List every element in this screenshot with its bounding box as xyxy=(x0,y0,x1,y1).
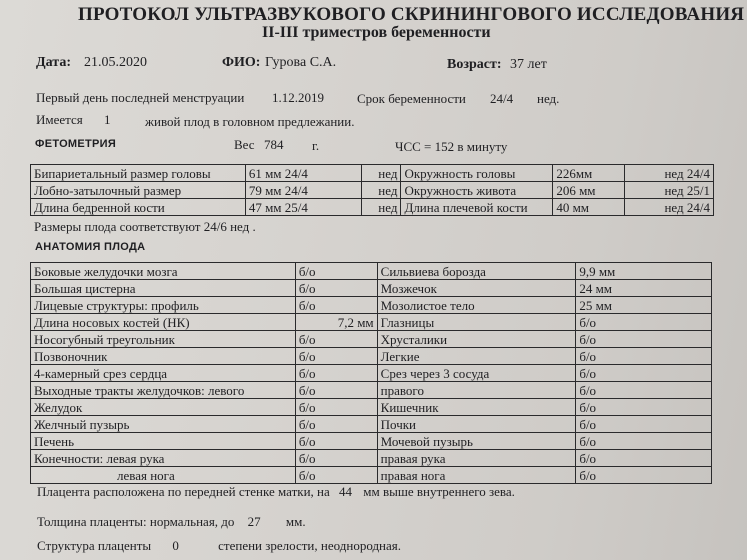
anatomy-right-value: б/о xyxy=(576,467,712,484)
anatomy-left-label: Желудок xyxy=(31,399,296,416)
fetometry-right-value: 40 мм xyxy=(553,199,625,216)
placenta-structure-value: 0 xyxy=(172,538,179,553)
document-subtitle: II-III триместров беременности xyxy=(262,24,491,41)
fio-value: Гурова С.А. xyxy=(265,55,337,70)
anatomy-left-value: б/о xyxy=(295,382,377,399)
anatomy-row xyxy=(31,297,712,314)
fetometry-right-value: 206 мм xyxy=(553,182,625,199)
anatomy-left-value: б/о xyxy=(295,280,377,297)
fetometry-left-label: Длина бедренной кости xyxy=(31,199,246,216)
anatomy-left-label: 4-камерный срез сердца xyxy=(31,365,296,382)
fetometry-left-value: 79 мм 24/4 xyxy=(245,182,361,199)
anatomy-row xyxy=(31,416,712,433)
anatomy-left-value: 7,2 мм xyxy=(295,314,377,331)
anatomy-right-label: правая нога xyxy=(377,467,576,484)
placenta-thickness-text: Толщина плаценты: нормальная, до xyxy=(37,514,235,529)
anatomy-left-value: б/о xyxy=(295,348,377,365)
anatomy-right-label: Мозолистое тело xyxy=(377,297,576,314)
fetometry-right-term: нед 25/1 xyxy=(625,182,714,199)
term-value: 24/4 xyxy=(490,91,514,106)
anatomy-right-label: Кишечник xyxy=(377,399,576,416)
fetometry-left-unit: нед xyxy=(361,182,401,199)
anatomy-left-label: Длина носовых костей (НК) xyxy=(31,314,296,331)
anatomy-left-value: б/о xyxy=(295,433,377,450)
placenta-location xyxy=(37,484,515,500)
anatomy-right-value: б/о xyxy=(576,450,712,467)
placenta-thickness-unit: мм. xyxy=(285,514,306,529)
anatomy-left-label: Конечности: левая рука xyxy=(31,450,296,467)
anatomy-right-label: Глазницы xyxy=(377,314,576,331)
anatomy-left-label: Печень xyxy=(31,433,296,450)
anatomy-left-label: левая нога xyxy=(31,467,296,484)
lmp-value: 1.12.2019 xyxy=(272,90,324,105)
anatomy-left-value: б/о xyxy=(295,450,377,467)
date-value: 21.05.2020 xyxy=(84,55,147,70)
fetus-count-label: Имеется xyxy=(36,112,83,127)
anatomy-right-label: Легкие xyxy=(377,348,576,365)
fetometry-row xyxy=(31,182,714,199)
fetometry-right-label: Окружность живота xyxy=(401,182,553,199)
lmp-label: Первый день последней менструации xyxy=(36,90,245,105)
anatomy-right-label: Мочевой пузырь xyxy=(377,433,576,450)
age-label: Возраст: xyxy=(447,57,502,72)
anatomy-right-label: Сильвиева борозда xyxy=(377,263,576,280)
anatomy-right-label: Мозжечок xyxy=(377,280,576,297)
heart-rate: ЧСС = 152 в минуту xyxy=(395,139,508,154)
anatomy-right-label: Срез через 3 сосуда xyxy=(377,365,576,382)
placenta-thickness-value: 27 xyxy=(247,514,261,529)
term-unit: нед. xyxy=(537,91,560,106)
fetometry-left-label: Бипариетальный размер головы xyxy=(31,165,246,182)
anatomy-right-label: Хрусталики xyxy=(377,331,576,348)
age-value: 37 лет xyxy=(510,57,547,72)
anatomy-left-label: Позвоночник xyxy=(31,348,296,365)
placenta-thickness xyxy=(37,514,306,530)
anatomy-left-label: Большая цистерна xyxy=(31,280,296,297)
anatomy-left-value: б/о xyxy=(295,467,377,484)
weight-unit: г. xyxy=(312,138,320,153)
anatomy-left-value: б/о xyxy=(295,365,377,382)
term-label: Срок беременности xyxy=(357,91,466,106)
anatomy-section-title: АНАТОМИЯ ПЛОДА xyxy=(35,241,146,253)
anatomy-right-value: б/о xyxy=(576,348,712,365)
placenta-location-text: Плацента расположена по передней стенке матки, на xyxy=(37,484,330,499)
anatomy-row xyxy=(31,382,712,399)
fetometry-left-unit: нед xyxy=(361,165,401,182)
anatomy-left-value: б/о xyxy=(295,297,377,314)
weight-label: Вес xyxy=(234,137,255,152)
anatomy-row xyxy=(31,280,712,297)
fetometry-row xyxy=(31,199,714,216)
anatomy-row xyxy=(31,467,712,484)
fetometry-row xyxy=(31,165,714,182)
anatomy-right-value: 9,9 мм xyxy=(576,263,712,280)
fetometry-section-title: ФЕТОМЕТРИЯ xyxy=(35,138,117,150)
anatomy-row xyxy=(31,399,712,416)
placenta-location-tail: мм выше внутреннего зева. xyxy=(363,484,515,499)
anatomy-right-value: 25 мм xyxy=(576,297,712,314)
date-label: Дата: xyxy=(36,55,71,70)
anatomy-left-label: Лицевые структуры: профиль xyxy=(31,297,296,314)
anatomy-left-label: Носогубный треугольник xyxy=(31,331,296,348)
anatomy-right-value: 24 мм xyxy=(576,280,712,297)
anatomy-left-label: Желчный пузырь xyxy=(31,416,296,433)
fetus-presentation: живой плод в головном предлежании. xyxy=(145,114,355,129)
anatomy-left-value: б/о xyxy=(295,263,377,280)
anatomy-row xyxy=(31,263,712,280)
fetometry-table xyxy=(30,164,714,216)
anatomy-row xyxy=(31,314,712,331)
placenta-structure xyxy=(37,538,401,554)
anatomy-left-label: Выходные тракты желудочков: левого xyxy=(31,382,296,399)
weight-value: 784 xyxy=(264,137,284,152)
anatomy-right-label: Почки xyxy=(377,416,576,433)
placenta-structure-tail: степени зрелости, неоднородная. xyxy=(218,538,402,553)
anatomy-right-label: правого xyxy=(377,382,576,399)
anatomy-table xyxy=(30,262,712,484)
fetometry-left-value: 47 мм 25/4 xyxy=(245,199,361,216)
placenta-location-value: 44 xyxy=(339,484,353,499)
anatomy-left-value: б/о xyxy=(295,416,377,433)
anatomy-row xyxy=(31,331,712,348)
anatomy-left-value: б/о xyxy=(295,331,377,348)
fetometry-right-value: 226мм xyxy=(553,165,625,182)
anatomy-right-value: б/о xyxy=(576,399,712,416)
fetometry-right-term: нед 24/4 xyxy=(625,165,714,182)
anatomy-right-value: б/о xyxy=(576,331,712,348)
fio-label: ФИО: xyxy=(222,55,261,70)
fetometry-right-term: нед 24/4 xyxy=(625,199,714,216)
fetometry-right-label: Длина плечевой кости xyxy=(401,199,553,216)
anatomy-row xyxy=(31,365,712,382)
fetus-count-value: 1 xyxy=(104,112,111,127)
anatomy-row xyxy=(31,433,712,450)
document-title: ПРОТОКОЛ УЛЬТРАЗВУКОВОГО СКРИНИНГОВОГО ИССЛЕДОВАНИЯ xyxy=(78,4,745,25)
anatomy-right-value: б/о xyxy=(576,416,712,433)
fetometry-conclusion: Размеры плода соответствуют 24/6 нед . xyxy=(34,219,256,234)
anatomy-right-value: б/о xyxy=(576,433,712,450)
fetometry-left-label: Лобно-затылочный размер xyxy=(31,182,246,199)
fetometry-left-value: 61 мм 24/4 xyxy=(245,165,361,182)
anatomy-right-value: б/о xyxy=(576,314,712,331)
anatomy-right-value: б/о xyxy=(576,365,712,382)
fetometry-right-label: Окружность головы xyxy=(401,165,553,182)
anatomy-right-value: б/о xyxy=(576,382,712,399)
anatomy-left-value: б/о xyxy=(295,399,377,416)
anatomy-row xyxy=(31,450,712,467)
placenta-structure-text: Структура плаценты xyxy=(37,538,152,553)
anatomy-row xyxy=(31,348,712,365)
anatomy-left-label: Боковые желудочки мозга xyxy=(31,263,296,280)
fetometry-left-unit: нед xyxy=(361,199,401,216)
anatomy-right-label: правая рука xyxy=(377,450,576,467)
